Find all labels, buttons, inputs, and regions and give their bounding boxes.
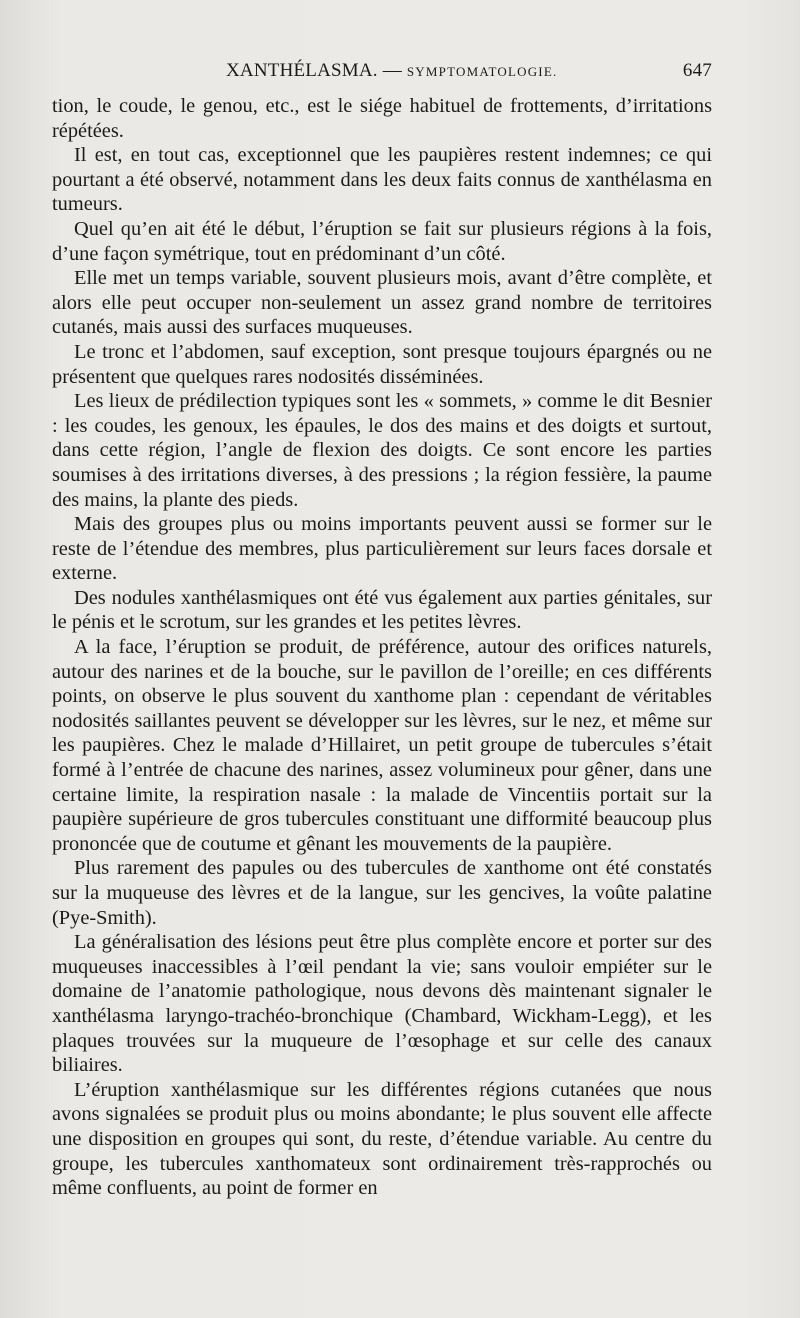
paragraph-2: Il est, en tout cas, exceptionnel que les paupières restent indemnes; ce qui pourtant a été observé, notamment dans les deux faits connus de xanthélasma en tumeurs. bbox=[52, 144, 712, 216]
title-dash: — bbox=[382, 60, 402, 81]
paragraph-11: La généralisation des lésions peut être plus complète encore et porter sur des muqueuses inaccessibles à l’œil pendant la vie; sans vouloir empiéter sur le domaine de l’anatomie pathologique, nous devons dès maintenant signaler le xanthélasma laryngo-trachéo-bronchique (Chambard, Wickham-Legg), et les plaques trouvées sur la muqueure de l’œsophage et sur celle des canaux biliaires. bbox=[52, 931, 712, 1077]
paragraph-10: Plus rarement des papules ou des tubercules de xanthome ont été constatés sur la muqueuse des lèvres et de la langue, sur les gencives, la voûte palatine (Pye-Smith). bbox=[52, 857, 712, 929]
paragraph-9: A la face, l’éruption se produit, de préférence, autour des orifices naturels, autour des narines et de la bouche, sur le pavillon de l’oreille; en ces différents points, on observe le plus souvent du xanthome plan : cependant de véritables nodosités saillantes peuvent se développer sur les lèvres, sur le nez, et même sur les paupières. Chez le malade d’Hillairet, un petit groupe de tubercules s’était formé à l’entrée de chacune des narines, assez volumineux pour gêner, dans une certaine limite, la respiration nasale : la malade de Vincentiis portait sur la paupière supérieure de gros tubercules constituant une difformité beaucoup plus prononcée que de coutume et gênant les mouvements de la paupière. bbox=[52, 636, 712, 855]
body-text bbox=[52, 94, 712, 1201]
section-title: SYMPTOMATOLOGIE. bbox=[406, 64, 558, 79]
running-header bbox=[52, 60, 712, 90]
paragraph-5: Le tronc et l’abdomen, sauf exception, sont presque toujours épargnés ou ne présentent que quelques rares nodosités disséminées. bbox=[52, 340, 712, 388]
paragraph-7: Mais des groupes plus ou moins importants peuvent aussi se former sur le reste de l’étendue des membres, plus particulièrement sur leurs faces dorsale et externe. bbox=[52, 513, 712, 585]
paragraph-12: L’éruption xanthélasmique sur les différentes régions cutanées que nous avons signalées se produit plus ou moins abondante; le plus souvent elle affecte une disposition en groupes qui sont, du reste, d’étendue variable. Au centre du groupe, les tubercules xanthomateux sont ordinairement très-rapprochés ou même confluents, au point de former en bbox=[52, 1078, 712, 1200]
paragraph-8: Des nodules xanthélasmiques ont été vus également aux parties génitales, sur le pénis et le scrotum, sur les grandes et les petites lèvres. bbox=[52, 586, 712, 634]
paragraph-1: tion, le coude, le genou, etc., est le siége habituel de frottements, d’irritations répétées. bbox=[52, 95, 712, 142]
paragraph-6: Les lieux de prédilection typiques sont les « sommets, » comme le dit Besnier : les coudes, les genoux, les épaules, le dos des mains et des doigts et surtout, dans cette région, l’angle de flexion des doigts. Ce sont encore les parties soumises à des irritations diverses, à des pressions ; la région fessière, la paume des mains, la plante des pieds. bbox=[52, 390, 712, 511]
page-number: 647 bbox=[682, 60, 712, 81]
running-title-main: XANTHÉLASMA. bbox=[226, 60, 378, 81]
paragraph-3: Quel qu’en ait été le début, l’éruption se fait sur plusieurs régions à la fois, d’une façon symétrique, tout en prédominant d’un côté. bbox=[52, 217, 712, 265]
paragraph-4: Elle met un temps variable, souvent plusieurs mois, avant d’être complète, et alors elle peut occuper non-seulement un assez grand nombre de territoires cutanés, mais aussi des surfaces muqueuses. bbox=[52, 267, 712, 339]
running-title bbox=[226, 60, 557, 82]
